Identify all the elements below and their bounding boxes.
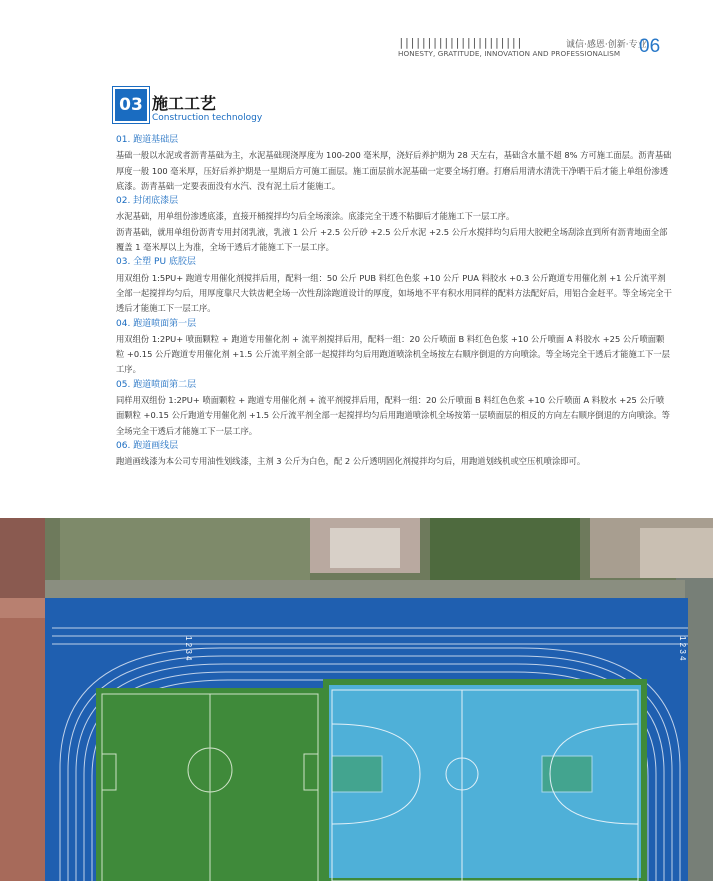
header-subtitle: HONESTY, GRATITUDE, INNOVATION AND PROFESSIONALISM — [398, 49, 621, 58]
page-header — [398, 36, 698, 66]
steps-content — [116, 133, 672, 470]
step-paragraph: 用双组份 1:5PU+ 跑道专用催化剂搅拌后用，配料一组：50 公斤 PUB 料红色色浆 +10 公斤 PUA 料胶水 +0.3 公斤跑道专用催化剂 +1 公斤流平剂全部一起搅拌均匀后，用厚度靠尺大铁齿耙全场一次性刮涂跑道设计的厚度，如场地不平有积水用同样的配料方法配好后，用铝合金赶平。等全场完全干透后才能施工下一层工序。 — [116, 272, 672, 314]
step-02 — [116, 194, 672, 255]
step-01 — [116, 133, 672, 194]
step-paragraph: 水泥基础，用单组份渗透底漆，直接开桶搅拌均匀后全场滚涂。底漆完全干透不粘脚后才能施工下一层工序。 — [116, 211, 515, 222]
header-motto: 诚信·感恩·创新·专业 — [566, 40, 647, 50]
step-heading: 01. 跑道基础层 — [116, 135, 179, 145]
step-paragraph: 沥青基础，就用单组份沥青专用封闭乳液，乳液 1 公斤 +2.5 公斤砂 +2.5 公斤水泥 +2.5 公斤水搅拌均匀后用大胶耙全场刮涂直到所有沥青地面全部覆盖 1 毫米厚以上为准，全场干透后才能施工下一层工序。 — [116, 226, 668, 253]
lane-numbers-right: 1 2 3 4 — [678, 636, 687, 661]
step-03 — [116, 255, 672, 316]
header-bars-decoration: |||||||||||||||||||||| — [398, 36, 522, 49]
lane-numbers-left: 1 2 3 4 — [184, 636, 193, 661]
page-number: 06 — [639, 36, 661, 57]
step-paragraph: 跑道画线漆为本公司专用油性划线漆，主剂 3 公斤为白色，配 2 公斤透明固化剂搅拌均匀后，用跑道划线机或空压机喷涂即可。 — [116, 456, 586, 467]
step-05 — [116, 378, 672, 439]
section-number-badge: 03 — [115, 89, 147, 121]
section-title: 施工工艺 — [152, 94, 217, 113]
step-heading: 03. 全塑 PU 底胶层 — [116, 257, 196, 268]
step-04 — [116, 317, 672, 378]
step-paragraph: 用双组份 1:2PU+ 喷面颗粒 + 跑道专用催化剂 + 流平剂搅拌后用，配料一组：20 公斤喷面 B 料红色色浆 +10 公斤喷面 A 料胶水 +25 公斤喷面颗粒 +0.15 公斤跑道专用催化剂 +1.5 公斤流平剂全部一起搅拌均匀后用跑道喷涂机全场按左右顺序倒退的方向喷涂。等全场完全干透后才能施工下一层工序。 — [116, 333, 670, 375]
section-subtitle: Construction technology — [152, 113, 263, 123]
step-heading: 04. 跑道喷面第一层 — [116, 318, 197, 329]
step-heading: 05. 跑道喷面第二层 — [116, 379, 197, 390]
step-06 — [116, 439, 672, 470]
step-heading: 02. 封闭底漆层 — [116, 196, 179, 207]
step-paragraph: 基础一般以水泥或者沥青基础为主，水泥基础现浇厚度为 100-200 毫米厚，浇好后养护期为 28 天左右，基础含水量不超 8% 方可施工面层。沥青基础厚度一般 100 毫米厚，压好后养护期是一星期后方可施工面层。施工面层前水泥基础一定要全场打磨。打磨后用清水清洗干净晒干后才能上单组份渗透底漆。沥青基础一定要表面没有水汽、没有泥土后才能施工。 — [116, 150, 672, 191]
step-heading: 06. 跑道画线层 — [116, 440, 179, 451]
step-paragraph: 同样用双组份 1:2PU+ 喷面颗粒 + 跑道专用催化剂 + 流平剂搅拌后用，配料一组：20 公斤喷面 B 料红色色浆 +10 公斤喷面 A 料胶水 +25 公斤喷面颗粒 +0.15 公斤跑道专用催化剂 +1.5 公斤流平剂全部一起搅拌均匀后用跑道喷涂机全场按第一层喷面层的相反的方向左右顺序倒退的方向喷涂。等全场完全干透后才能施工下一层工序。 — [116, 395, 670, 436]
aerial-field-photo — [0, 518, 713, 881]
